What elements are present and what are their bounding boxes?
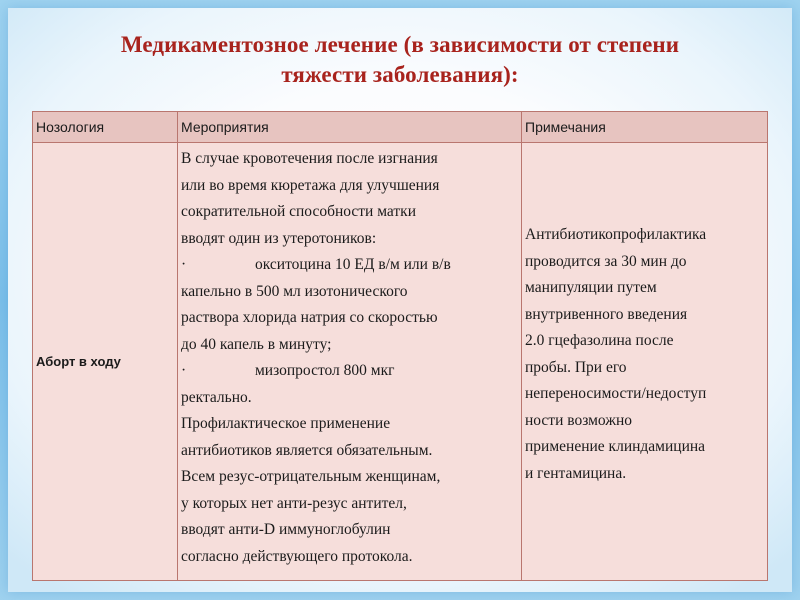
bullet-text: мизопростол 800 мкг xyxy=(255,362,395,379)
notes-line: применение клиндамицина xyxy=(525,438,706,455)
nozology-text: Аборт в ходу xyxy=(36,353,121,369)
notes-line: непереносимости/недоступ xyxy=(525,385,707,402)
measures-line: согласно действующего протокола. xyxy=(181,547,413,565)
header-nozology: Нозология xyxy=(33,112,178,143)
bullet-dot: · xyxy=(181,256,187,273)
cell-nozology xyxy=(33,143,178,581)
treatment-table xyxy=(32,111,768,581)
measures-line: до 40 капель в минуту; xyxy=(181,335,332,353)
notes-line: и гентамицина. xyxy=(525,464,627,482)
notes-line: внутривенного введения xyxy=(525,305,688,323)
slide-title xyxy=(60,30,740,90)
measures-line: капельно в 500 мл изотонического xyxy=(181,282,408,300)
table-header-row xyxy=(33,112,768,143)
measures-line: у которых нет анти-резус антител, xyxy=(181,494,407,512)
notes-line: проводится за 30 мин до xyxy=(525,252,687,270)
measures-line: раствора хлорида натрия со скоростью xyxy=(181,309,438,326)
measures-line: вводят один из утеротоников: xyxy=(181,229,377,247)
bullet-text: окситоцина 10 ЕД в/м или в/в xyxy=(255,256,451,273)
bullet-item-misoprostol xyxy=(181,358,518,385)
cell-measures xyxy=(178,143,522,581)
title-line-2: тяжести заболевания): xyxy=(281,62,519,87)
notes-line: ности возможно xyxy=(525,411,633,429)
measures-line: ректально. xyxy=(181,388,252,406)
measures-line: вводят анти-D иммуноглобулин xyxy=(181,521,391,538)
measures-line: антибиотиков является обязательным. xyxy=(181,441,433,459)
notes-line: манипуляции путем xyxy=(525,279,657,296)
title-line-1: Медикаментозное лечение (в зависимости от степени xyxy=(120,32,680,57)
table-row xyxy=(33,143,768,581)
measures-line: В случае кровотечения после изгнания xyxy=(181,150,438,167)
measures-line: Всем резус-отрицательным женщинам, xyxy=(181,468,441,485)
measures-line: сократительной способности матки xyxy=(181,203,416,220)
header-notes: Примечания xyxy=(522,112,768,143)
notes-text xyxy=(525,143,764,487)
notes-line: пробы. При его xyxy=(525,358,627,376)
header-measures: Мероприятия xyxy=(178,112,522,143)
measures-line: Профилактическое применение xyxy=(181,415,391,432)
bullet-item-oxytocin xyxy=(181,252,518,279)
bullet-dot: · xyxy=(181,362,187,379)
measures-text xyxy=(181,143,518,570)
measures-line: или во время кюретажа для улучшения xyxy=(181,176,440,194)
cell-notes xyxy=(522,143,768,581)
notes-line: 2.0 гцефазолина после xyxy=(525,332,674,349)
notes-line: Антибиотикопрофилактика xyxy=(525,226,707,243)
